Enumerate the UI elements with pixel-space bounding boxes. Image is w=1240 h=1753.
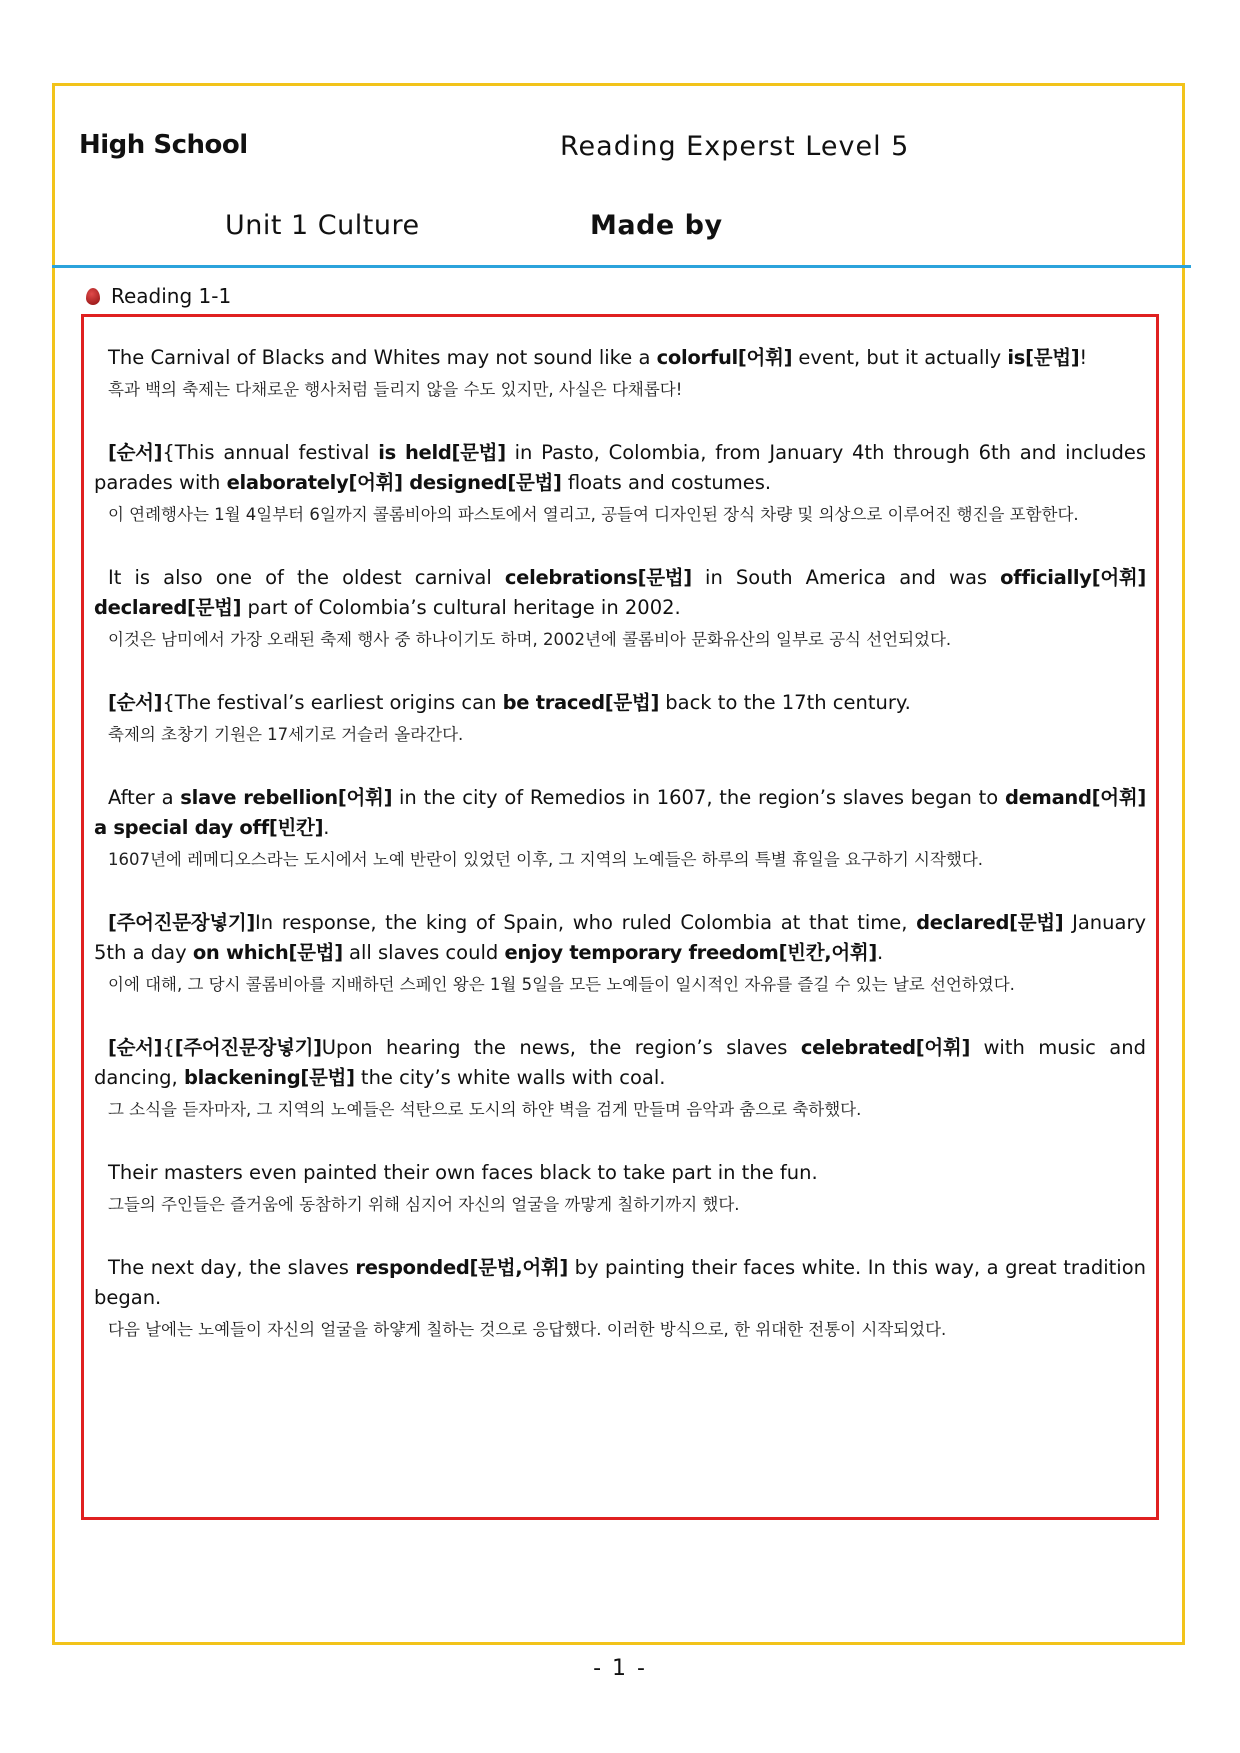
- annotated-phrase: be traced[문법]: [502, 691, 660, 714]
- sentence-text: {: [162, 1036, 175, 1059]
- sentence-text: Upon hearing the news, the region’s slaves: [321, 1036, 801, 1059]
- sentence-text: It is also one of the oldest carnival: [108, 566, 505, 589]
- book-title: Reading Experst Level 5: [560, 131, 910, 162]
- sentence-text: {The festival’s earliest origins can: [162, 691, 503, 714]
- annotated-phrase: [주어진문장넣기]: [108, 911, 255, 934]
- sentence-text: The Carnival of Blacks and Whites may not sound like a: [108, 346, 657, 369]
- paragraph: [94, 563, 1146, 654]
- sentence-text: {This annual festival: [162, 441, 379, 464]
- paragraph: [94, 1253, 1146, 1344]
- annotated-phrase: elaborately[어휘] designed[문법]: [226, 471, 562, 494]
- annotated-phrase: [순서]: [108, 691, 163, 714]
- english-sentence: [94, 783, 1146, 843]
- korean-translation: 이것은 남미에서 가장 오래된 축제 행사 중 하나이기도 하며, 2002년에 콜롬비아 문화유산의 일부로 공식 선언되었다.: [108, 630, 952, 649]
- sentence-text: January 5th a day: [94, 911, 1146, 964]
- paragraph: [94, 908, 1146, 999]
- page-number: - 1 -: [593, 1656, 647, 1681]
- paragraph: [94, 343, 1146, 404]
- sentence-text: event, but it actually: [792, 346, 1008, 369]
- sentence-text: Their masters even painted their own faces black to take part in the fun.: [108, 1161, 818, 1184]
- sentence-text: in Pasto, Colombia, from January 4th through 6th and includes parades with: [94, 441, 1146, 494]
- sentence-text: the city’s white walls with coal.: [354, 1066, 666, 1089]
- school-level: High School: [79, 130, 248, 160]
- english-sentence: [94, 563, 1146, 623]
- annotated-phrase: declared[문법]: [916, 911, 1064, 934]
- sentence-text: !: [1079, 346, 1088, 369]
- annotated-phrase: [주어진문장넣기]: [174, 1036, 322, 1059]
- sentence-text: back to the 17th century.: [659, 691, 911, 714]
- paragraph: [94, 783, 1146, 874]
- section-label: [86, 284, 231, 308]
- korean-translation: 그들의 주인들은 즐거움에 동참하기 위해 심지어 자신의 얼굴을 까맣게 칠하기까지 했다.: [108, 1195, 740, 1214]
- annotated-phrase: celebrated[어휘]: [800, 1036, 971, 1059]
- sentence-text: by painting their faces white. In this way, a great tradition began.: [94, 1256, 1146, 1309]
- sentence-text: The next day, the slaves: [108, 1256, 356, 1279]
- annotated-phrase: officially[어휘] declared[문법]: [94, 566, 1146, 619]
- sentence-text: all slaves could: [342, 941, 505, 964]
- english-sentence: [94, 1253, 1146, 1313]
- english-sentence: [94, 1158, 1146, 1188]
- korean-translation: 그 소식을 듣자마자, 그 지역의 노예들은 석탄으로 도시의 하얀 벽을 검게 만들며 음악과 춤으로 축하했다.: [108, 1100, 862, 1119]
- reading-box: [81, 314, 1159, 1520]
- header-divider: [52, 265, 1191, 268]
- sentence-text: in South America and was: [691, 566, 1001, 589]
- sentence-text: in the city of Remedios in 1607, the region’s slaves began to: [392, 786, 1005, 809]
- unit-title: Unit 1 Culture: [225, 210, 420, 241]
- english-sentence: [94, 1033, 1146, 1093]
- annotated-phrase: demand[어휘] a special day off[빈칸]: [94, 786, 1146, 839]
- paragraph: [94, 1033, 1146, 1124]
- korean-translation: 1607년에 레메디오스라는 도시에서 노예 반란이 있었던 이후, 그 지역의 노예들은 하루의 특별 휴일을 요구하기 시작했다.: [108, 850, 984, 869]
- annotated-phrase: blackening[문법]: [183, 1066, 355, 1089]
- annotated-phrase: responded[문법,어휘]: [355, 1256, 569, 1279]
- english-sentence: [94, 438, 1146, 498]
- made-by: Made by: [590, 210, 723, 241]
- korean-translation: 이에 대해, 그 당시 콜롬비아를 지배하던 스페인 왕은 1월 5일을 모든 노예들이 일시적인 자유를 즐길 수 있는 날로 선언하였다.: [108, 975, 1015, 994]
- korean-translation: 이 연례행사는 1월 4일부터 6일까지 콜롬비아의 파스토에서 열리고, 공들여 디자인된 장식 차량 및 의상으로 이루어진 행진을 포함한다.: [108, 505, 1079, 524]
- paragraph: [94, 688, 1146, 749]
- section-label-text: Reading 1-1: [111, 284, 232, 308]
- paragraph: [94, 438, 1146, 529]
- annotated-phrase: [순서]: [108, 1036, 163, 1059]
- korean-translation: 다음 날에는 노예들이 자신의 얼굴을 하얗게 칠하는 것으로 응답했다. 이러한 방식으로, 한 위대한 전통이 시작되었다.: [108, 1320, 947, 1339]
- sentence-text: In response, the king of Spain, who ruled Colombia at that time,: [254, 911, 917, 934]
- sentence-text: part of Colombia’s cultural heritage in 2002.: [241, 596, 681, 619]
- sentence-text: .: [323, 816, 330, 839]
- annotated-phrase: colorful[어휘]: [656, 346, 793, 369]
- sentence-text: with music and dancing,: [94, 1036, 1146, 1089]
- annotated-phrase: slave rebellion[어휘]: [180, 786, 393, 809]
- bullet-icon: [86, 288, 100, 305]
- paragraph: [94, 1158, 1146, 1219]
- sentence-text: .: [877, 941, 884, 964]
- korean-translation: 흑과 백의 축제는 다채로운 행사처럼 들리지 않을 수도 있지만, 사실은 다채롭다!: [108, 380, 683, 399]
- annotated-phrase: [순서]: [108, 441, 163, 464]
- sentence-text: floats and costumes.: [561, 471, 772, 494]
- annotated-phrase: celebrations[문법]: [504, 566, 692, 589]
- annotated-phrase: on which[문법]: [192, 941, 343, 964]
- english-sentence: [94, 908, 1146, 968]
- english-sentence: [94, 688, 1146, 718]
- english-sentence: [94, 343, 1146, 373]
- annotated-phrase: is[문법]: [1007, 346, 1080, 369]
- korean-translation: 축제의 초창기 기원은 17세기로 거슬러 올라간다.: [108, 725, 464, 744]
- annotated-phrase: enjoy temporary freedom[빈칸,어휘]: [504, 941, 878, 964]
- sentence-text: After a: [108, 786, 181, 809]
- annotated-phrase: is held[문법]: [378, 441, 506, 464]
